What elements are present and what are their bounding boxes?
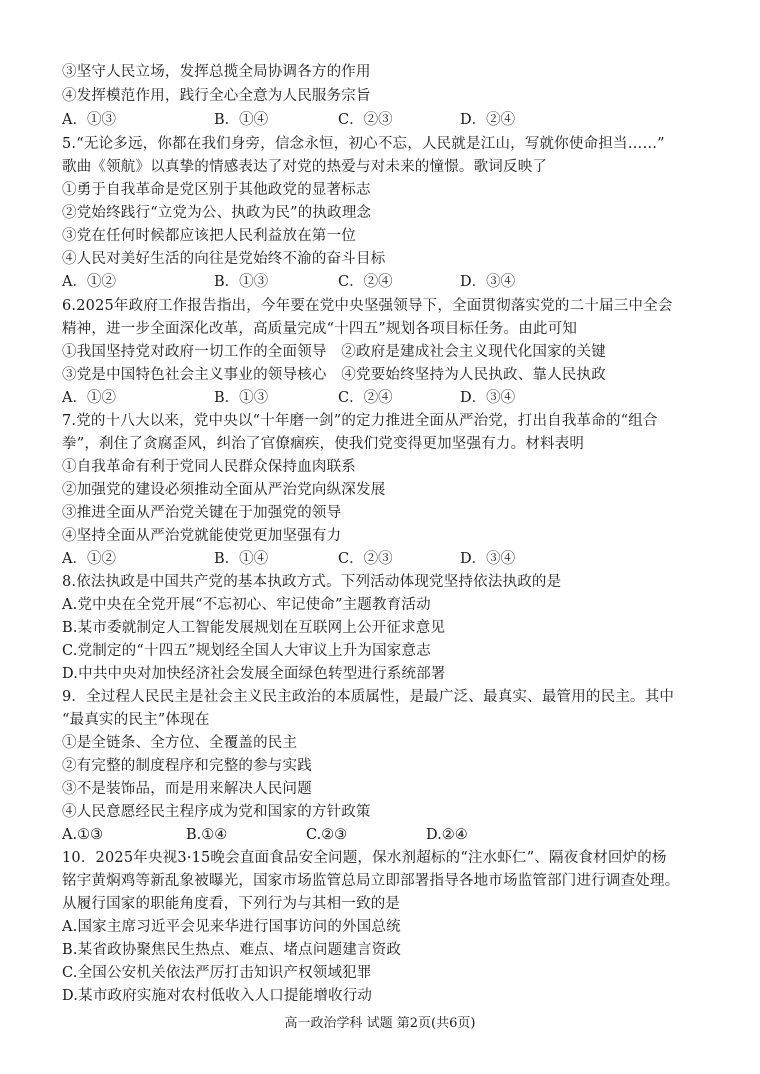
q7-stem-line2: 拳”，刹住了贪腐歪风，纠治了官僚痼疾，使我们党变得更加坚强有力。材料表明	[62, 436, 585, 452]
q5-statement-2: ②党始终践行“立党为公、执政为民”的执政理念	[62, 205, 372, 221]
q9-option-c: C.②③	[306, 827, 348, 843]
q10-option-b: B.某省政协聚焦民生热点、难点、堵点问题建言资政	[62, 942, 402, 958]
q8-option-b: B.某市委就制定人工智能发展规划在互联网上公开征求意见	[62, 620, 446, 636]
q8-stem: 8.依法执政是中国共产党的基本执政方式。下列活动体现党坚持依法执政的是	[62, 574, 562, 590]
statement-3: ③坚守人民立场，发挥总揽全局协调各方的作用	[62, 64, 371, 80]
q5-option-b: B．①③	[214, 274, 269, 290]
q9-statement-2: ②有完整的制度程序和完整的参与实践	[62, 758, 312, 774]
q6-stem-line2: 精神，进一步全面深化改革，高质量完成“十四五”规划各项目标任务。由此可知	[62, 321, 578, 337]
q5-stem-line2: 歌曲《领航》以真挚的情感表达了对党的热爱与对未来的憧憬。歌词反映了	[62, 159, 548, 175]
q9-stem-line1: 9．全过程人民民主是社会主义民主政治的本质属性，是最广泛、最真实、最管用的民主。其中	[62, 689, 675, 705]
q7-option-c: C．②③	[338, 551, 393, 567]
q6-option-b: B．①③	[214, 390, 269, 406]
option-a: A．①③	[62, 112, 116, 128]
q7-statement-3: ③推进全面从严治党关键在于加强党的领导	[62, 505, 342, 521]
q5-stem-line1: 5.“无论多远，你都在我们身旁，信念永恒，初心不忘，人民就是江山，写就你使命担当……”	[62, 136, 665, 152]
q10-option-a: A.国家主席习近平会见来华进行国事访问的外国总统	[62, 919, 401, 935]
option-c: C．②③	[338, 112, 393, 128]
q7-option-b: B．①④	[214, 551, 269, 567]
q5-option-d: D．③④	[460, 274, 516, 290]
q7-stem-line1: 7.党的十八大以来，党中央以“十年磨一剑”的定力推进全面从严治党，打出自我革命的“组合	[62, 413, 658, 429]
q9-stem-line2: “最真实的民主”体现在	[62, 712, 210, 728]
q9-option-d: D.②④	[426, 827, 468, 843]
q7-option-a: A．①②	[62, 551, 116, 567]
q10-stem-line3: 从履行国家的职能角度看，下列行为与其相一致的是	[62, 896, 401, 912]
q6-option-d: D．③④	[460, 390, 516, 406]
q10-stem-line2: 铭宇黄焖鸡等新乱象被曝光，国家市场监管总局立即部署指导各地市场监管部门进行调查处理。	[62, 873, 680, 889]
q10-stem-line1: 10．2025年央视3·15晚会直面食品安全问题，保水剂超标的“注水虾仁”、隔夜食材回炉的杨	[62, 850, 667, 866]
q8-option-d: D.中共中央对加快经济社会发展全面绿色转型进行系统部署	[62, 666, 446, 682]
statement-4: ④发挥模范作用，践行全心全意为人民服务宗旨	[62, 88, 371, 104]
q6-option-c: C．②④	[338, 390, 393, 406]
q7-statement-2: ②加强党的建设必须推动全面从严治党向纵深发展	[62, 482, 386, 498]
q9-statement-3: ③不是装饰品，而是用来解决人民问题	[62, 781, 312, 797]
q8-option-c: C.党制定的“十四五”规划经全国人大审议上升为国家意志	[62, 643, 431, 659]
option-b: B．①④	[214, 112, 269, 128]
q6-option-a: A．①②	[62, 390, 116, 406]
q5-statement-3: ③党在任何时候都应该把人民利益放在第一位	[62, 228, 356, 244]
q9-option-a: A.①③	[62, 827, 104, 843]
q10-option-c: C.全国公安机关依法严厉打击知识产权领域犯罪	[62, 965, 372, 981]
q5-option-c: C．②④	[338, 274, 393, 290]
q9-statement-1: ①是全链条、全方位、全覆盖的民主	[62, 735, 298, 751]
q5-statement-4: ④人民对美好生活的向往是党始终不渝的奋斗目标	[62, 251, 386, 267]
q7-statement-4: ④坚持全面从严治党就能使党更加坚强有力	[62, 528, 342, 544]
q9-option-b: B.①④	[186, 827, 228, 843]
q7-statement-1: ①自我革命有利于党同人民群众保持血肉联系	[62, 459, 356, 475]
q5-option-a: A．①②	[62, 274, 116, 290]
q7-option-d: D．③④	[460, 551, 516, 567]
q6-statements-3-4: ③党是中国特色社会主义事业的领导核心 ④党要始终坚持为人民执政、靠人民执政	[62, 367, 606, 383]
page-footer: 高一政治学科 试题 第2页(共6页)	[284, 1016, 476, 1031]
q6-stem-line1: 6.2025年政府工作报告指出，今年要在党中央坚强领导下，全面贯彻落实党的二十届三中全会	[62, 298, 673, 314]
q9-statement-4: ④人民意愿经民主程序成为党和国家的方针政策	[62, 804, 371, 820]
q5-statement-1: ①勇于自我革命是党区别于其他政党的显著标志	[62, 182, 371, 198]
q10-option-d: D.某市政府实施对农村低收入人口提能增收行动	[62, 988, 373, 1004]
q6-statements-1-2: ①我国坚持党对政府一切工作的全面领导 ②政府是建成社会主义现代化国家的关键	[62, 344, 606, 360]
q8-option-a: A.党中央在全党开展“不忘初心、牢记使命”主题教育活动	[62, 597, 431, 613]
option-d: D．②④	[460, 112, 516, 128]
